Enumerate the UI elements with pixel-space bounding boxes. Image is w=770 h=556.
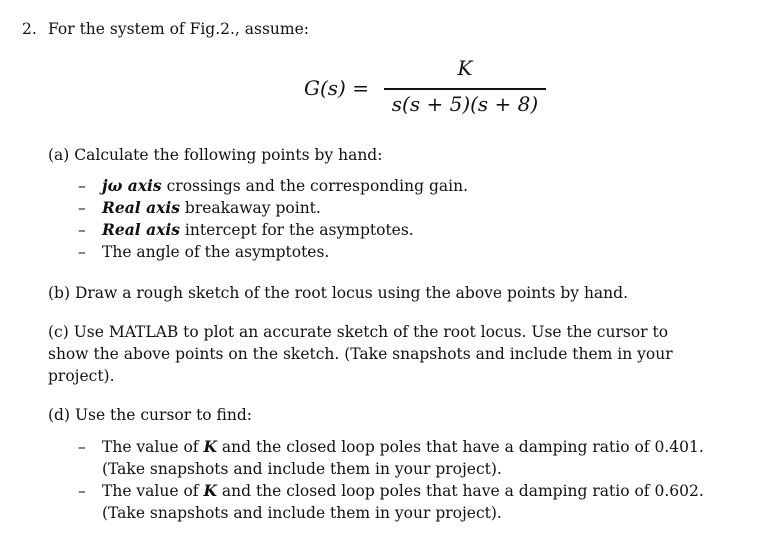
part-d-item-1-line-2: (Take snapshots and include them in your project).: [102, 460, 502, 478]
part-d-label: (d) Use the cursor to find:: [48, 406, 253, 424]
bullet-dash: –: [78, 243, 86, 261]
item-text: The angle of the asymptotes.: [102, 243, 330, 261]
part-c-line-2: show the above points on the sketch. (Take snapshots and include them in your: [48, 345, 673, 363]
part-d-item-2-line-1: [102, 480, 704, 502]
item-text: intercept for the asymptotes.: [179, 221, 414, 239]
equation-lhs: [304, 76, 369, 100]
item-text: and the closed loop poles that have a damping ratio of 0.602.: [216, 482, 704, 500]
bullet-dash: –: [78, 199, 86, 217]
part-d-item-1-line-1: [102, 436, 704, 458]
item-text: and the closed loop poles that have a damping ratio of 0.401.: [216, 438, 704, 456]
part-a-item-2: [102, 197, 321, 219]
emphasis-text: Real axis: [102, 220, 180, 239]
bullet-dash: –: [78, 482, 86, 500]
part-d-item-2-line-2: (Take snapshots and include them in your project).: [102, 504, 502, 522]
question-intro: For the system of Fig.2., assume:: [48, 20, 310, 38]
part-a-item-4: [102, 241, 329, 263]
bullet-dash: –: [78, 221, 86, 239]
question-number: 2.: [22, 20, 37, 38]
fraction-bar: [384, 88, 546, 90]
part-b-text: (b) Draw a rough sketch of the root locus using the above points by hand.: [48, 284, 629, 302]
emphasis-text: Real axis: [102, 198, 180, 217]
item-text: The value of: [102, 482, 204, 500]
variable-k: K: [203, 481, 217, 500]
part-a-item-3: [102, 219, 414, 241]
bullet-dash: –: [78, 177, 86, 195]
bullet-dash: –: [78, 438, 86, 456]
variable-k: K: [203, 437, 217, 456]
part-c-line-1: (c) Use MATLAB to plot an accurate sketch of the root locus. Use the cursor to: [48, 323, 669, 341]
part-a-item-1: [102, 175, 468, 197]
item-text: crossings and the corresponding gain.: [161, 177, 468, 195]
item-text: breakaway point.: [179, 199, 321, 217]
part-c-line-3: project).: [48, 367, 115, 385]
emphasis-text: jω axis: [102, 176, 162, 195]
equation-denominator: s(s + 5)(s + 8): [391, 92, 539, 116]
item-text: The value of: [102, 438, 204, 456]
equation-numerator: K: [457, 56, 473, 80]
equation-lhs-text: G(s) =: [304, 76, 369, 100]
part-a-label: (a) Calculate the following points by hand:: [48, 146, 383, 164]
